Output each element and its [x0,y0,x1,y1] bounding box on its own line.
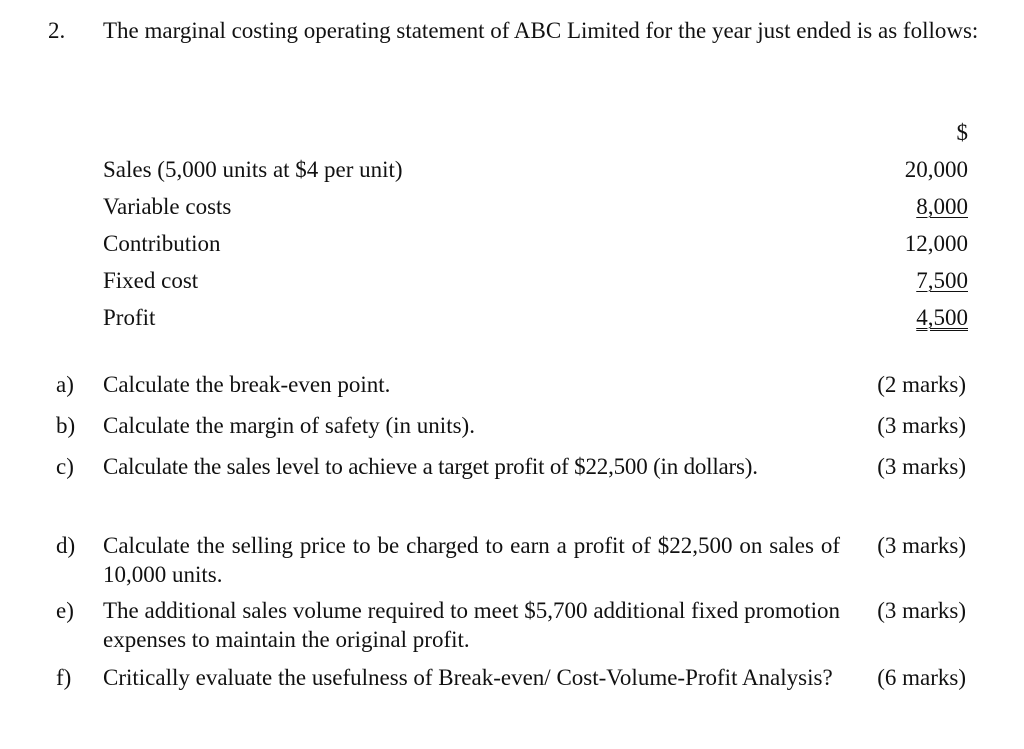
part-d-marks: (3 marks) [877,533,966,558]
part-b-letter: b) [56,413,76,438]
statement-value-fixed-cost: 7,500 [916,268,968,293]
part-d-text: Calculate the selling price to be charged to earn a profit of $22,500 on sales of 10,000 units. [103,533,840,587]
statement-label-fixed-cost: Fixed cost [103,268,199,293]
statement-label-sales: Sales (5,000 units at $4 per unit) [103,157,403,182]
part-b-text: Calculate the margin of safety (in units). [103,413,475,438]
statement-label-contribution: Contribution [103,231,221,256]
question-intro: The marginal costing operating statement of ABC Limited for the year just ended is as follows: [103,18,979,43]
part-e-text: The additional sales volume required to meet $5,700 additional fixed promotion expenses to maintain the original profit. [103,598,840,652]
statement-value-contribution: 12,000 [904,231,968,256]
statement-value-profit: 4,500 [916,305,968,330]
statement-value-variable-costs: 8,000 [916,194,968,219]
part-a-letter: a) [56,372,74,397]
statement-label-profit: Profit [103,305,156,330]
part-b-marks: (3 marks) [877,413,966,438]
part-a-marks: (2 marks) [877,372,966,397]
part-c-letter: c) [56,454,74,479]
part-d-letter: d) [56,533,76,558]
question-number: 2. [48,18,66,43]
part-f-text: Critically evaluate the usefulness of Break-even/ Cost-Volume-Profit Analysis? [103,665,833,690]
statement-value-sales: 20,000 [904,157,968,182]
part-e-marks: (3 marks) [877,598,966,623]
part-f-letter: f) [56,665,72,690]
part-c-text: Calculate the sales level to achieve a target profit of $22,500 (in dollars). [103,454,758,479]
statement-label-variable-costs: Variable costs [103,194,232,219]
part-f-marks: (6 marks) [877,665,966,690]
part-e-letter: e) [56,598,74,623]
part-a-text: Calculate the break-even point. [103,372,391,397]
currency-header: $ [956,120,968,145]
part-c-marks: (3 marks) [877,454,966,479]
